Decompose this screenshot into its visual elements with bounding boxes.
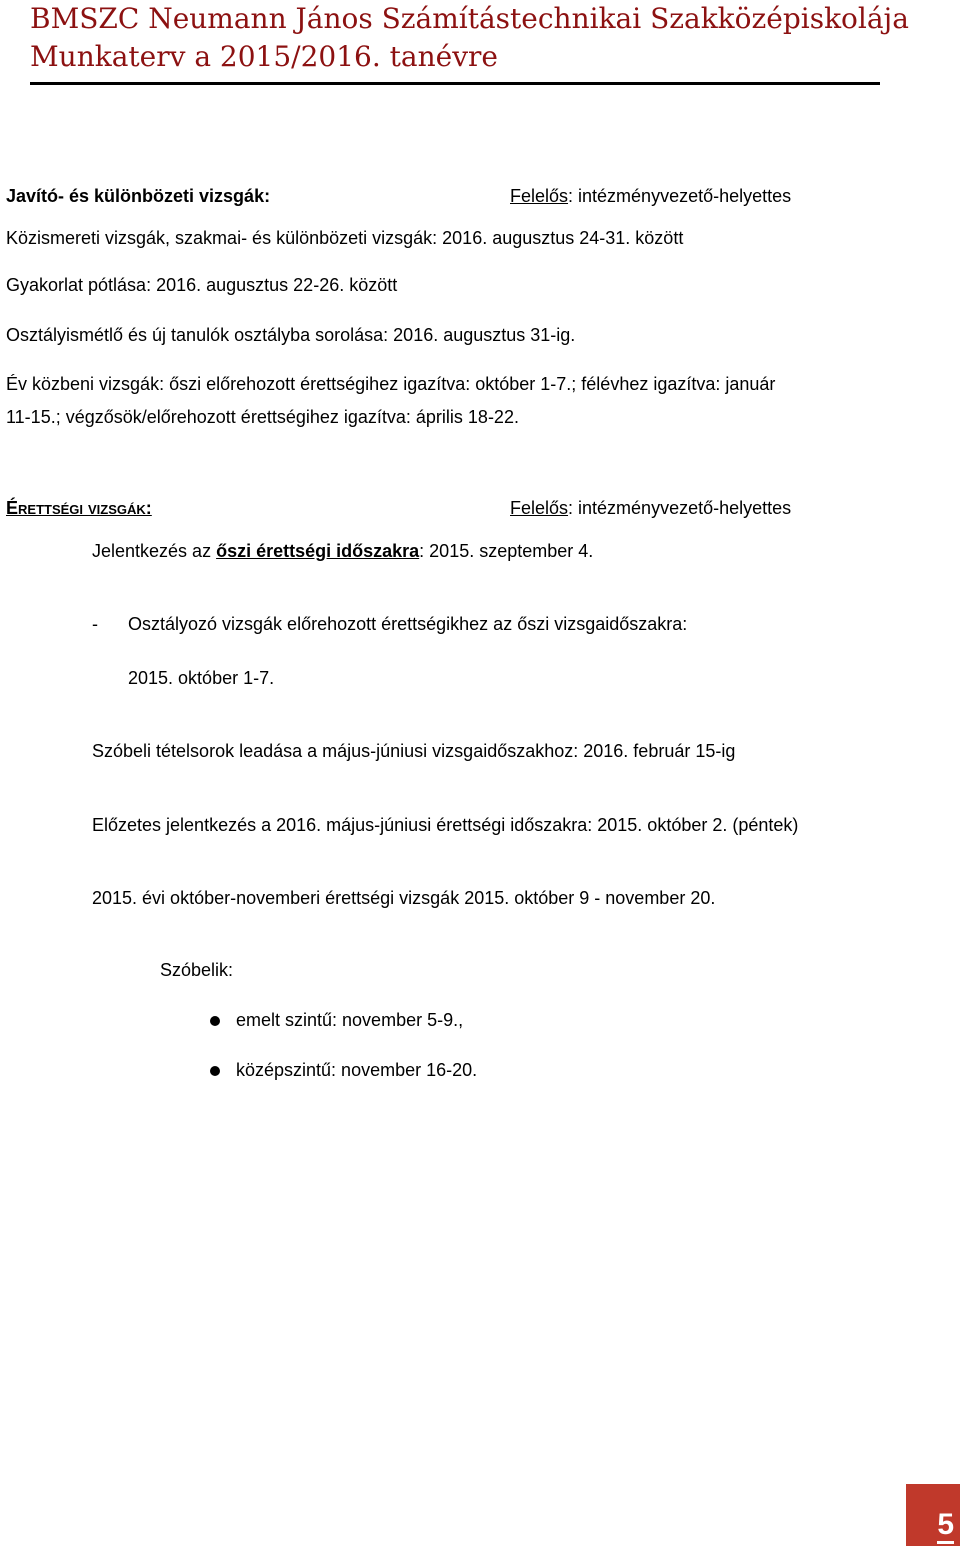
grading-exams-line: Osztályozó vizsgák előrehozott érettségikhez az őszi vizsgaidőszakra: xyxy=(128,614,688,634)
preliminary-registration-line: Előzetes jelentkezés a 2016. május-júniusi érettségi időszakra: 2015. október 2. (péntek) xyxy=(92,815,799,835)
header-work-plan-title: Munkaterv a 2015/2016. tanévre xyxy=(30,40,498,73)
registration-date: : 2015. szeptember 4. xyxy=(419,541,594,561)
section1-line: Osztályismétlő és új tanulók osztályba sorolása: 2016. augusztus 31-ig. xyxy=(6,325,576,345)
section-heading-resit-exams: Javító- és különbözeti vizsgák: xyxy=(6,186,271,206)
oral-exams-label: Szóbelik: xyxy=(160,960,234,980)
dash-marker: - xyxy=(92,614,98,634)
responsible-value: : intézményvezető-helyettes xyxy=(568,186,792,206)
oral-topics-line: Szóbeli tételsorok leadása a május-júniusi vizsgaidőszakhoz: 2016. február 15-ig xyxy=(92,741,736,761)
page-number-box xyxy=(906,1484,960,1546)
section1-line: 11-15.; végzősök/előrehozott érettségihez igazítva: április 18-22. xyxy=(6,407,519,427)
section-heading-matura-exams: Érettségi vizsgák: xyxy=(6,498,152,518)
registration-period: őszi érettségi időszakra xyxy=(216,541,420,561)
page-number: 5 xyxy=(937,1509,954,1544)
bullet-icon xyxy=(210,1066,220,1076)
registration-line xyxy=(92,541,593,562)
section1-line: Év közbeni vizsgák: őszi előrehozott érettségihez igazítva: október 1-7.; félévhez igazítva: január xyxy=(6,374,776,394)
section-responsible-1 xyxy=(510,186,791,207)
responsible-label: Felelős xyxy=(510,498,569,518)
bullet-item: emelt szintű: november 5-9., xyxy=(236,1010,464,1030)
responsible-label: Felelős xyxy=(510,186,569,206)
responsible-value: : intézményvezető-helyettes xyxy=(568,498,792,518)
section1-line: Gyakorlat pótlása: 2016. augusztus 22-26. között xyxy=(6,275,398,295)
grading-exams-date: 2015. október 1-7. xyxy=(128,668,275,688)
header-school-name: BMSZC Neumann János Számítástechnikai Szakközépiskolája xyxy=(30,2,909,35)
document-header xyxy=(30,0,909,85)
bullet-item: középszintű: november 16-20. xyxy=(236,1060,478,1080)
autumn-exams-line: 2015. évi október-novemberi érettségi vizsgák 2015. október 9 - november 20. xyxy=(92,888,716,908)
registration-prefix: Jelentkezés az xyxy=(92,541,217,561)
section-responsible-2 xyxy=(510,498,791,519)
bullet-icon xyxy=(210,1016,220,1026)
section1-line: Közismereti vizsgák, szakmai- és különbözeti vizsgák: 2016. augusztus 24-31. között xyxy=(6,228,684,248)
